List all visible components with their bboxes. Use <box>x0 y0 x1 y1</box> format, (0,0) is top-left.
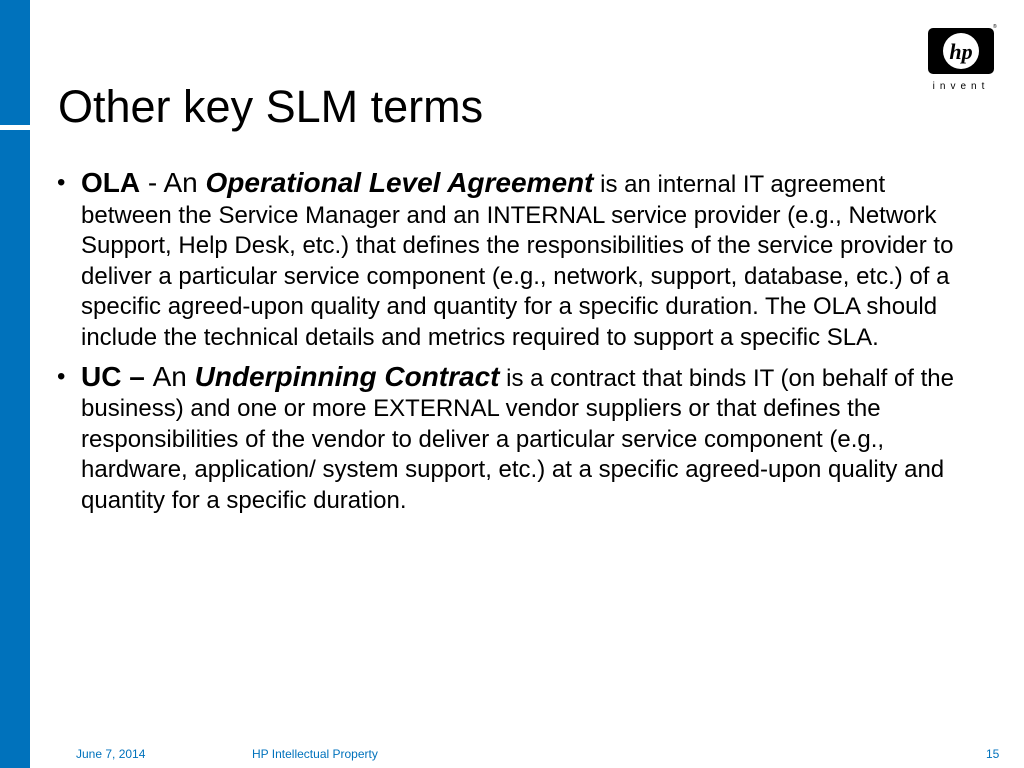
footer-date: June 7, 2014 <box>76 747 146 761</box>
bullet-article: An <box>152 360 195 392</box>
bullet-dot-icon: • <box>57 169 66 196</box>
side-accent-gap <box>0 125 30 130</box>
bullet-ola <box>57 168 957 354</box>
bullet-article: An <box>163 167 206 198</box>
bullet-expansion: Operational Level Agreement <box>205 167 594 198</box>
slide-content <box>57 168 957 525</box>
bullet-body: is an internal IT agreement between the Service Manager and an INTERNAL service provider (e.g., Network Support, Help Desk, etc.) that defines the responsibilities of the service provider to deliver a particular service component (e.g., network, support, database, etc.) of a specific agreed-upon quality and quantity for a specific duration. The OLA should include the technical details and metrics required to support a specific SLA. <box>81 171 954 351</box>
svg-text:®: ® <box>993 24 997 30</box>
hp-logo-mark-text: hp <box>949 39 973 64</box>
bullet-term: OLA <box>81 167 141 198</box>
bullet-uc <box>57 362 957 517</box>
bullet-expansion: Underpinning Contract <box>194 360 500 392</box>
slide-title: Other key SLM terms <box>58 81 484 132</box>
side-accent-bar <box>0 0 30 768</box>
bullet-dot-icon: • <box>57 362 66 390</box>
bullet-separator: - <box>140 167 164 198</box>
bullet-separator: – <box>121 360 153 392</box>
hp-logo <box>926 24 1002 96</box>
footer-page-number: 15 <box>986 747 1000 761</box>
bullet-term: UC <box>81 360 122 392</box>
hp-logo-tagline: invent <box>932 81 990 92</box>
bullet-body: is a contract that binds IT (on behalf of the business) and one or more EXTERNAL vendor suppliers or that defines the responsibilities of the vendor to deliver a particular service component (e.g., hardware, application/ system support, etc.) at a specific agreed-upon quality and quantity for a specific duration. <box>81 364 954 514</box>
footer-property: HP Intellectual Property <box>252 747 378 761</box>
hp-logo-mark-icon <box>926 24 996 76</box>
